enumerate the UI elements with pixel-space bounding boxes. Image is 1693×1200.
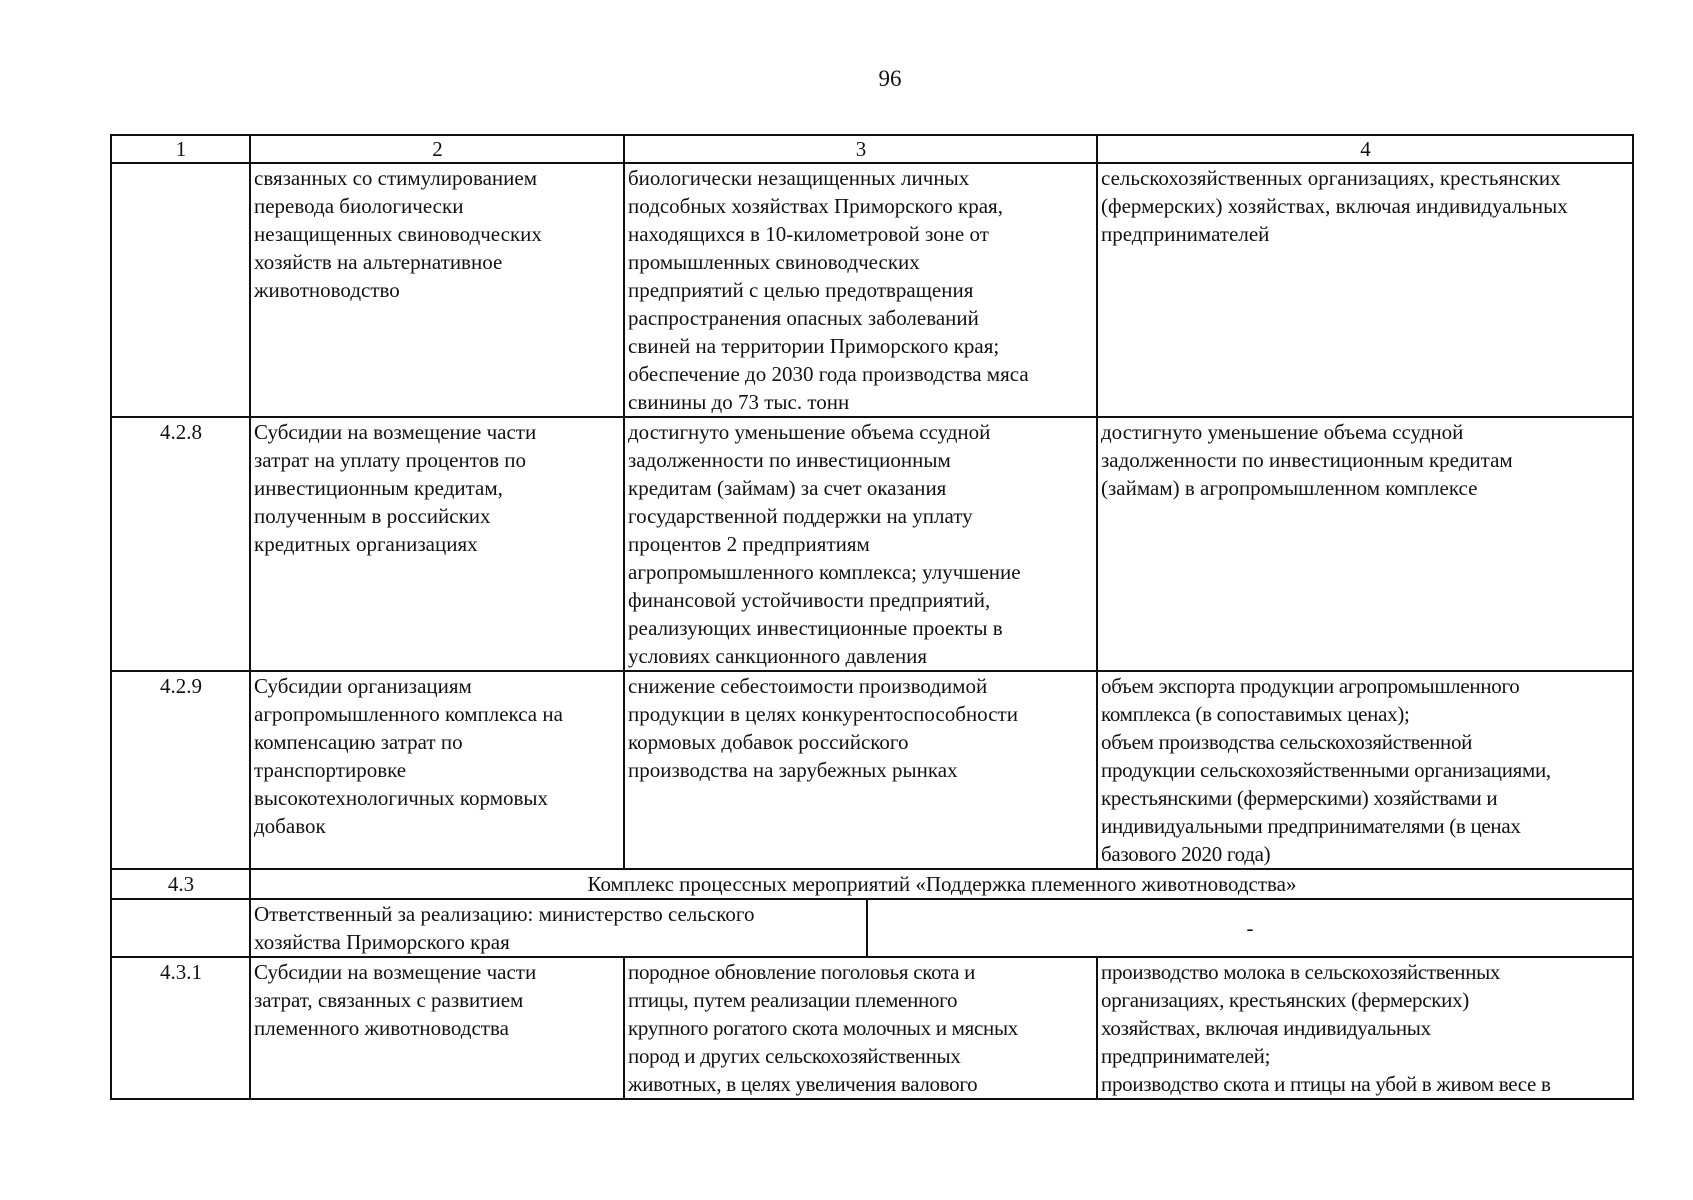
header-col-2: 2 xyxy=(250,135,624,163)
table-row xyxy=(111,417,1633,671)
responsible-row xyxy=(111,899,1633,957)
row-number xyxy=(111,163,250,417)
measure-name: связанных со стимулированием перевода биологически незащищенных свиноводческих хозяйств на альтернативное животноводство xyxy=(250,163,624,417)
section-title: Комплекс процессных мероприятий «Поддержка племенного животноводства» xyxy=(250,869,1633,899)
row-number: 4.2.8 xyxy=(111,417,250,671)
measures-table xyxy=(110,134,1634,1100)
measure-name: Субсидии на возмещение части затрат, связанных с развитием племенного животноводства xyxy=(250,957,624,1099)
section-number: 4.3 xyxy=(111,869,250,899)
responsible-cell xyxy=(250,899,1633,957)
table-row xyxy=(111,163,1633,417)
row-number: 4.2.9 xyxy=(111,671,250,869)
measure-name: Субсидии организациям агропромышленного комплекса на компенсацию затрат по транспортировке высокотехнологичных кормовых добавок xyxy=(250,671,624,869)
header-col-3: 3 xyxy=(624,135,1097,163)
measure-indicator: сельскохозяйственных организациях, крестьянских (фермерских) хозяйствах, включая индивидуальных предпринимателей xyxy=(1097,163,1633,417)
measure-result: биологически незащищенных личных подсобных хозяйствах Приморского края, находящихся в 10-километровой зоне от промышленных свиноводческих предприятий с целью предотвращения распространения опасных заболеваний свиней на территории Приморского края; обеспечение до 2030 года производства мяса свинины до 73 тыс. тонн xyxy=(624,163,1097,417)
measure-indicator: достигнуто уменьшение объема ссудной задолженности по инвестиционным кредитам (займам) в агропромышленном комплексе xyxy=(1097,417,1633,671)
measure-indicator: объем экспорта продукции агропромышленного комплекса (в сопоставимых ценах); объем производства сельскохозяйственной продукции сельскохозяйственными организациями, крестьянскими (фермерскими) хозяйствами и индивидуальными предпринимателями (в ценах базового 2020 года) xyxy=(1097,671,1633,869)
section-row xyxy=(111,869,1633,899)
header-col-4: 4 xyxy=(1097,135,1633,163)
measure-result: породное обновление поголовья скота и птицы, путем реализации племенного крупного рогатого скота молочных и мясных пород и других сельскохозяйственных животных, в целях увеличения валового xyxy=(624,957,1097,1099)
table-row xyxy=(111,957,1633,1099)
responsible-value: - xyxy=(1246,916,1254,940)
measure-result: достигнуто уменьшение объема ссудной задолженности по инвестиционным кредитам (займам) за счет оказания государственной поддержки на уплату процентов 2 предприятиям агропромышленного комплекса; улучшение финансовой устойчивости предприятий, реализующих инвестиционные проекты в условиях санкционного давления xyxy=(624,417,1097,671)
responsible-empty-cell xyxy=(111,899,250,957)
responsible-label: Ответственный за реализацию: министерство сельского хозяйства Приморского края xyxy=(251,900,868,956)
measure-result: снижение себестоимости производимой продукции в целях конкурентоспособности кормовых добавок российского производства на зарубежных рынках xyxy=(624,671,1097,869)
measure-name: Субсидии на возмещение части затрат на уплату процентов по инвестиционным кредитам, полученным в российских кредитных организациях xyxy=(250,417,624,671)
page-number: 96 xyxy=(878,66,902,91)
header-row xyxy=(111,135,1633,163)
header-col-1: 1 xyxy=(111,135,250,163)
measure-indicator: производство молока в сельскохозяйственных организациях, крестьянских (фермерских) хозяйствах, включая индивидуальных предпринимателей; производство скота и птицы на убой в живом весе в xyxy=(1097,957,1633,1099)
row-number: 4.3.1 xyxy=(111,957,250,1099)
table-row xyxy=(111,671,1633,869)
